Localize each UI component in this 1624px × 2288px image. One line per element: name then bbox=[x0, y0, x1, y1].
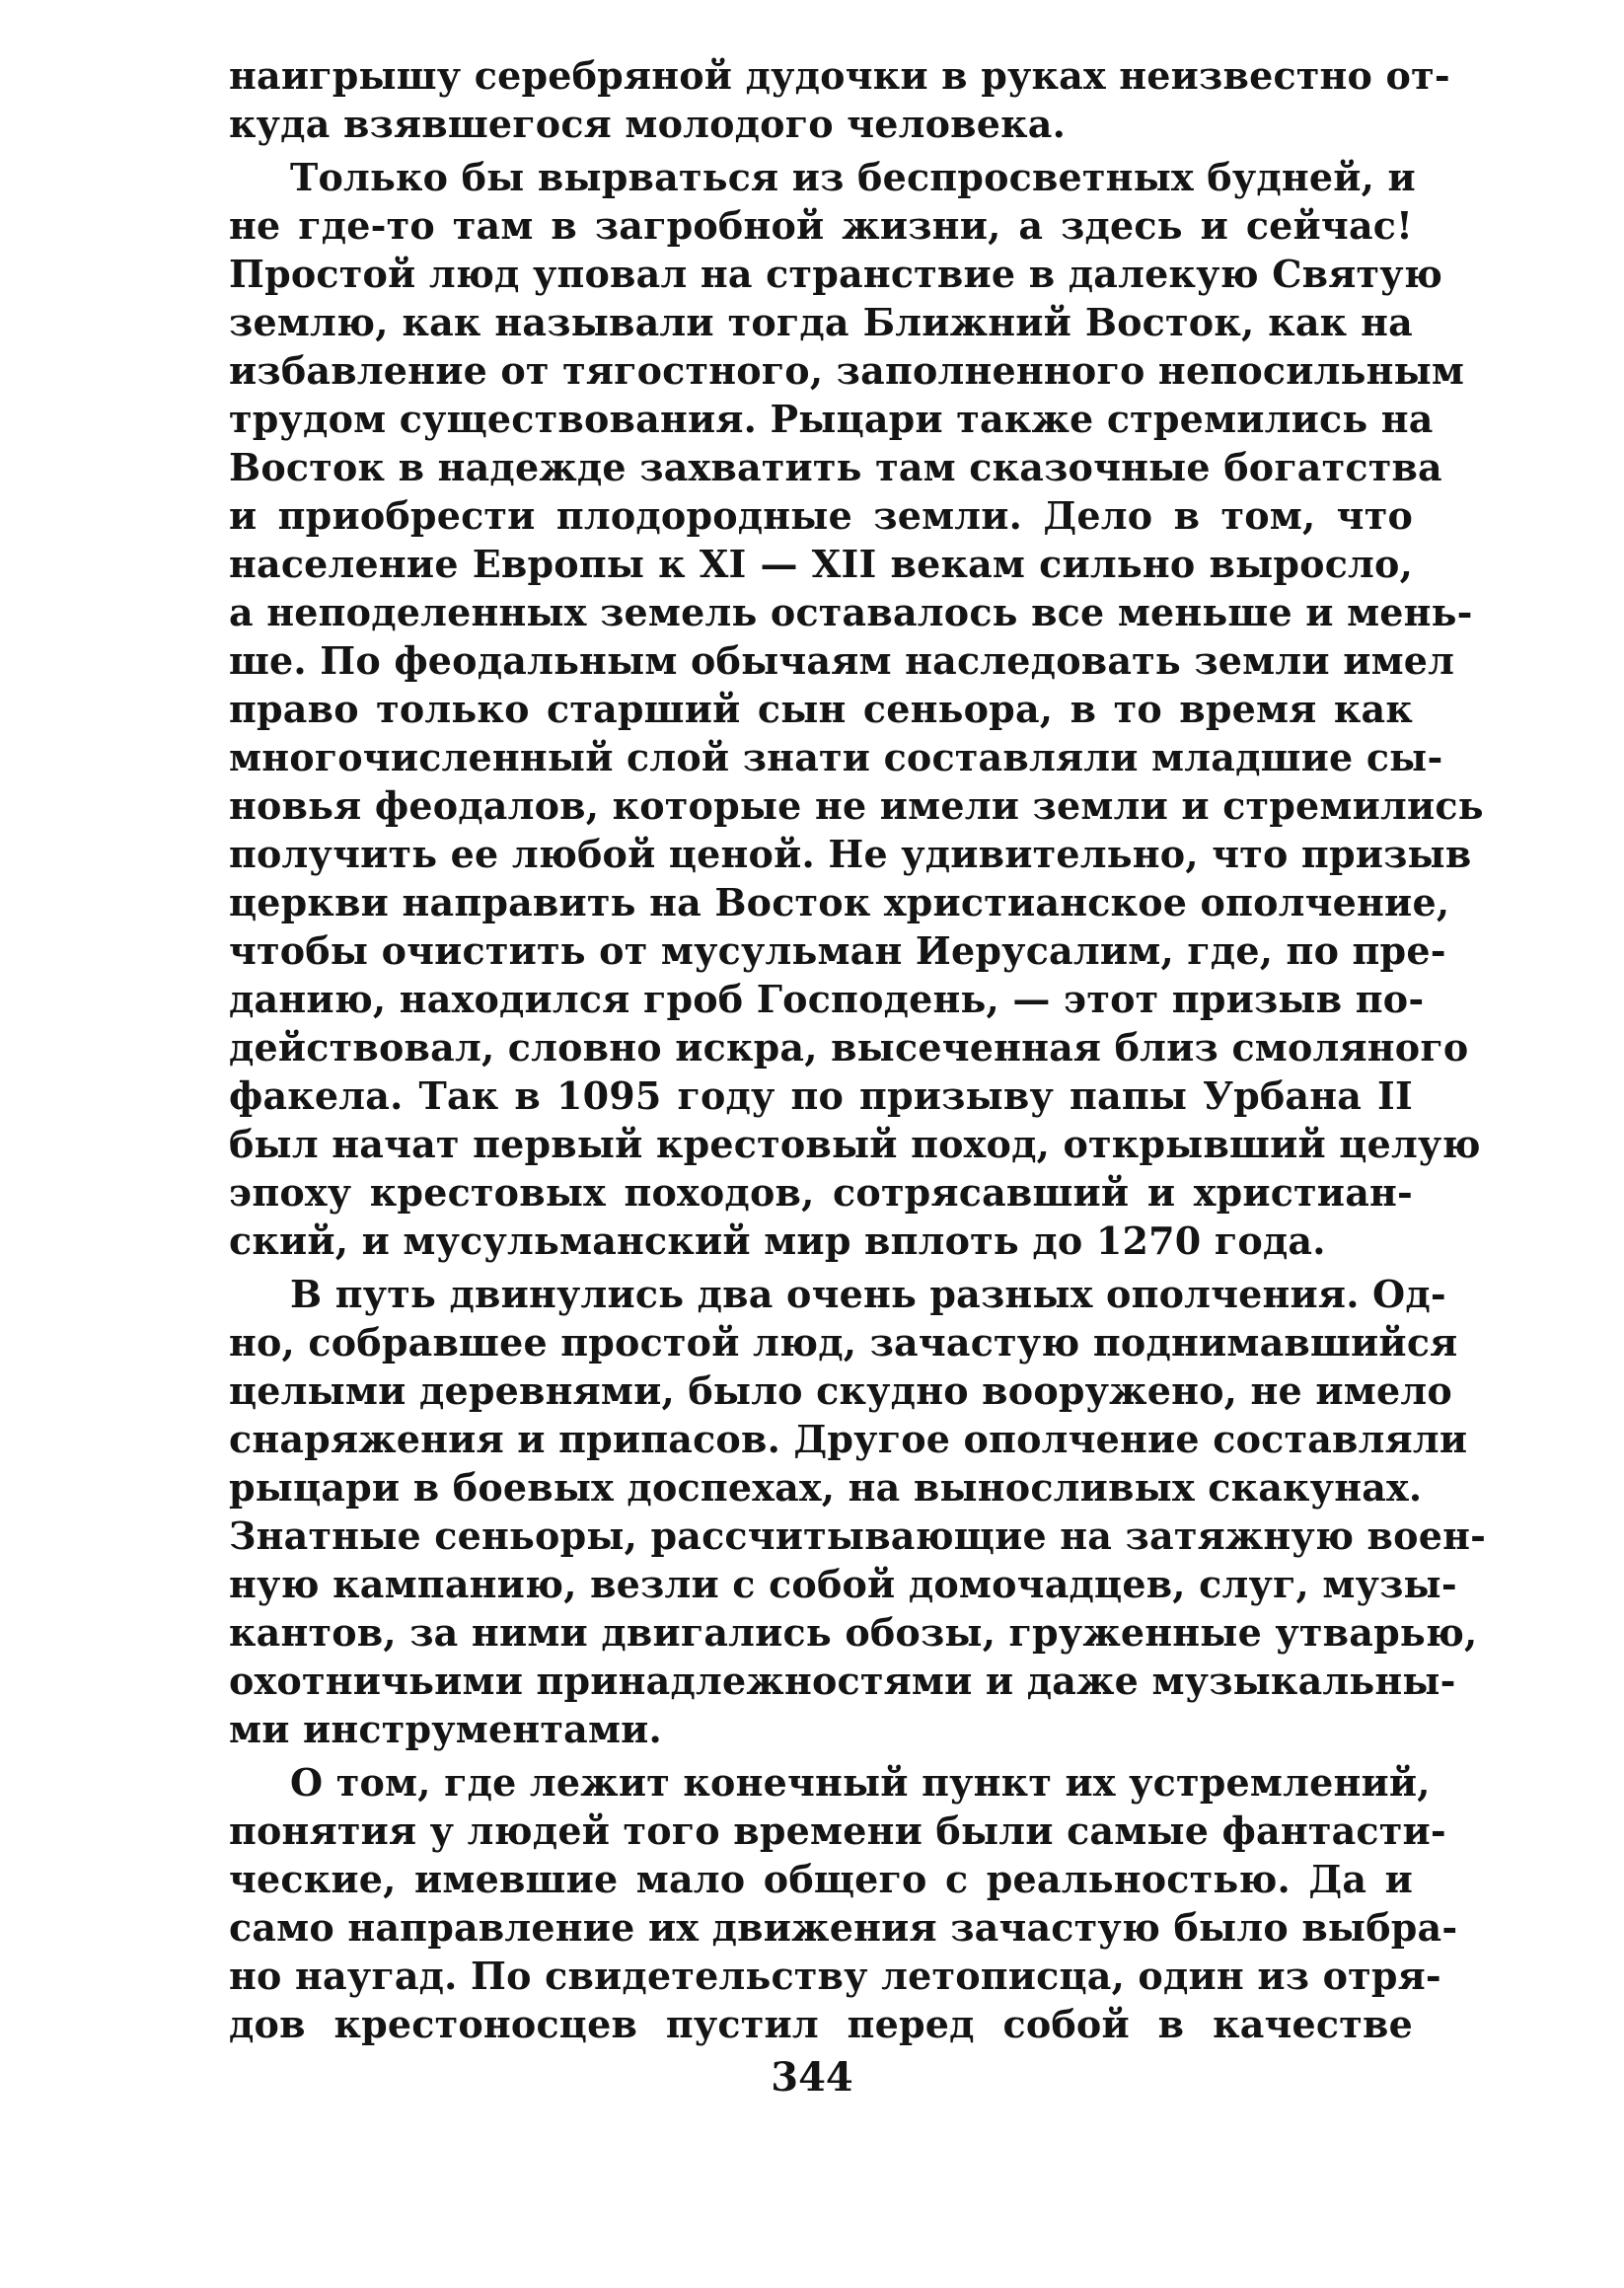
text-line: дов крестоносцев пустил перед собой в качестве bbox=[229, 2002, 1413, 2046]
text-line: был начат первый крестовый поход, открывший целую bbox=[229, 1122, 1481, 1166]
text-line: рыцари в боевых доспехах, на выносливых скакунах. bbox=[229, 1465, 1423, 1510]
text-line: многочисленный слой знати составляли младшие сы- bbox=[229, 735, 1443, 779]
text-line: В путь двинулись два очень разных ополчения. Од- bbox=[290, 1272, 1446, 1316]
text-line: население Европы к XI — XII векам сильно выросло, bbox=[229, 542, 1413, 586]
text-line: ческие, имевшие мало общего с реальностью. Да и bbox=[229, 1857, 1413, 1901]
paragraph-2 bbox=[229, 153, 1484, 1265]
text-line: ше. По феодальным обычаям наследовать земли имел bbox=[229, 638, 1455, 683]
text-line: ми инструментами. bbox=[229, 1707, 662, 1751]
text-line: кантов, за ними двигались обозы, груженные утварью, bbox=[229, 1610, 1478, 1655]
text-line: церкви направить на Восток христианское ополчение, bbox=[229, 880, 1450, 924]
text-line: охотничьими принадлежностями и даже музыкальны- bbox=[229, 1659, 1456, 1703]
text-line: и приобрести плодородные земли. Дело в том, что bbox=[229, 493, 1413, 538]
text-line: а неподеленных земель оставалось все меньше и мень- bbox=[229, 590, 1473, 634]
paragraph-1 bbox=[229, 51, 1450, 148]
text-line: понятия у людей того времени были самые фантасти- bbox=[229, 1808, 1446, 1853]
text-line: снаряжения и припасов. Другое ополчение составляли bbox=[229, 1417, 1468, 1461]
text-line: получить ее любой ценой. Не удивительно, что призыв bbox=[229, 832, 1472, 876]
text-line: право только старший сын сеньора, в то время как bbox=[229, 687, 1413, 731]
text-line: ский, и мусульманский мир вплоть до 1270 года. bbox=[229, 1218, 1326, 1263]
text-line: наигрышу серебряной дудочки в руках неизвестно от- bbox=[229, 53, 1450, 98]
text-line: О том, где лежит конечный пункт их устремлений, bbox=[290, 1760, 1431, 1805]
text-line: трудом существования. Рыцари также стремились на bbox=[229, 397, 1434, 441]
text-line: Восток в надежде захватить там сказочные богатства bbox=[229, 445, 1442, 489]
page-number: 344 bbox=[771, 2054, 853, 2101]
text-line: но, собравшее простой люд, зачастую поднимавшийся bbox=[229, 1320, 1458, 1365]
paragraph-4 bbox=[229, 1758, 1458, 2048]
text-line: ную кампанию, везли с собой домочадцев, слуг, музы- bbox=[229, 1562, 1457, 1606]
text-line: само направление их движения зачастую было выбра- bbox=[229, 1905, 1458, 1950]
text-line: Простой люд уповал на странствие в далекую Святую bbox=[229, 252, 1442, 296]
text-line: факела. Так в 1095 году по призыву папы Урбана II bbox=[229, 1073, 1413, 1118]
book-page-text bbox=[229, 51, 1487, 2048]
text-line: куда взявшегося молодого человека. bbox=[229, 102, 1066, 146]
text-line: не где-то там в загробной жизни, а здесь и сейчас! bbox=[229, 203, 1413, 248]
text-line: Знатные сеньоры, рассчитывающие на затяжную воен- bbox=[229, 1513, 1487, 1558]
text-line: избавление от тягостного, заполненного непосильным bbox=[229, 348, 1465, 393]
text-line: действовал, словно искра, высеченная близ смоляного bbox=[229, 1025, 1469, 1070]
text-line: но наугад. По свидетельству летописца, один из отря- bbox=[229, 1954, 1441, 1998]
text-line: Только бы вырваться из беспросветных будней, и bbox=[290, 155, 1416, 199]
text-line: новья феодалов, которые не имели земли и стремились bbox=[229, 783, 1484, 828]
text-line: целыми деревнями, было скудно вооружено, не имело bbox=[229, 1368, 1452, 1413]
text-line: землю, как называли тогда Ближний Восток, как на bbox=[229, 300, 1413, 344]
text-line: эпоху крестовых походов, сотрясавший и христиан- bbox=[229, 1170, 1413, 1215]
text-line: чтобы очистить от мусульман Иерусалим, где, по пре- bbox=[229, 928, 1446, 973]
text-line: данию, находился гроб Господень, — этот призыв по- bbox=[229, 977, 1425, 1021]
paragraph-3 bbox=[229, 1270, 1487, 1753]
